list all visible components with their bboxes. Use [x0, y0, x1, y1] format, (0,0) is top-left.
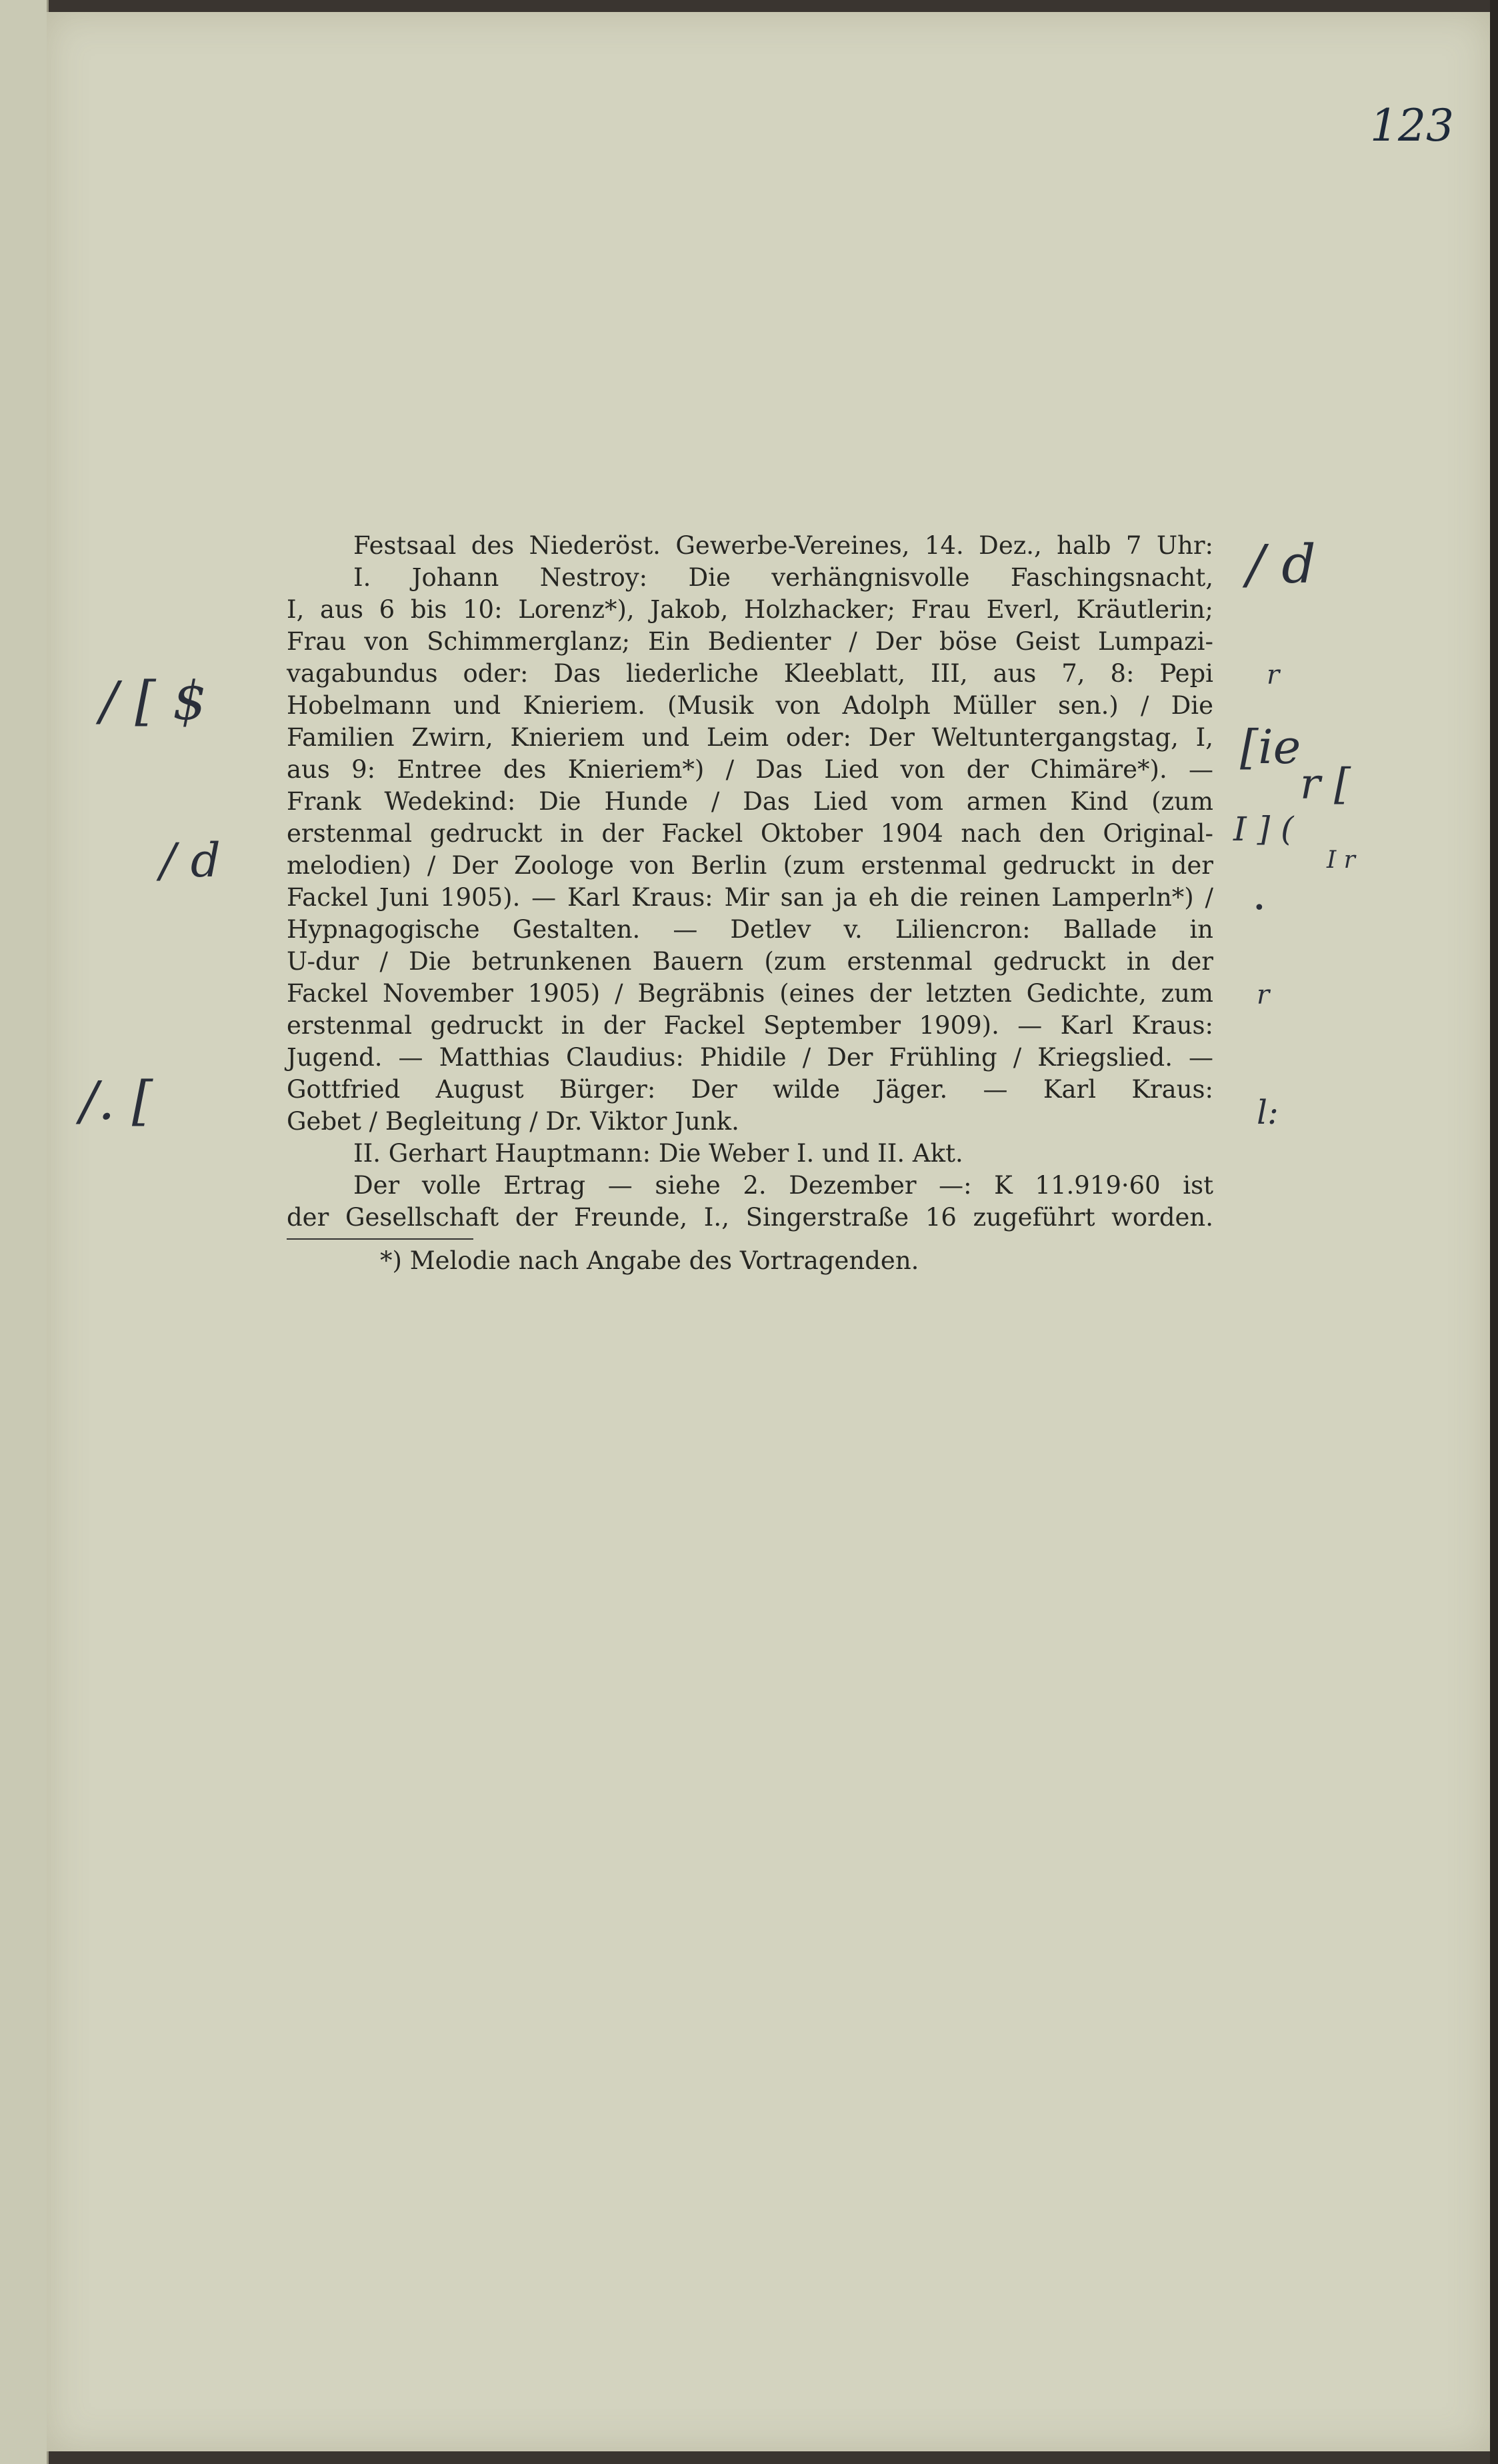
- margin-mark: [ie: [1240, 720, 1301, 774]
- margin-mark: I r: [1327, 846, 1355, 874]
- margin-mark: I ] (: [1233, 810, 1294, 848]
- page-edge: [1490, 0, 1498, 2464]
- text-line: Familien Zwirn, Knieriem und Leim oder: Der Weltuntergangstag, I,: [287, 723, 1213, 752]
- page-number: 123: [1370, 100, 1454, 151]
- text-line: Frau von Schimmerglanz; Ein Bedienter / Der böse Geist Lumpazi-: [287, 627, 1213, 656]
- text-line: Fackel Juni 1905). — Karl Kraus: Mir san ja eh die reinen Lamperln*) /: [287, 883, 1213, 912]
- text-line: I. Johann Nestroy: Die verhängnisvolle Faschingsnacht,: [353, 563, 1213, 592]
- text-line: Festsaal des Niederöst. Gewerbe-Vereines, 14. Dez., halb 7 Uhr:: [353, 531, 1213, 560]
- margin-mark: / d: [160, 833, 221, 888]
- margin-mark: / [ $: [100, 670, 207, 732]
- text-line: I, aus 6 bis 10: Lorenz*), Jakob, Holzhacker; Frau Everl, Kräutlerin;: [287, 595, 1213, 624]
- margin-mark: r [: [1300, 760, 1351, 809]
- footnote: *) Melodie nach Angabe des Vortragenden.: [380, 1246, 919, 1275]
- text-line: Jugend. — Matthias Claudius: Phidile / Der Frühling / Kriegslied. —: [287, 1043, 1213, 1072]
- margin-mark: •: [1253, 896, 1265, 920]
- margin-mark: r: [1257, 980, 1270, 1010]
- document-body: [287, 530, 1213, 1234]
- margin-mark: r: [1267, 660, 1280, 690]
- text-line: melodien) / Der Zoologe von Berlin (zum erstenmal gedruckt in der: [287, 851, 1213, 880]
- text-line: aus 9: Entree des Knieriem*) / Das Lied von der Chimäre*). —: [287, 755, 1213, 784]
- footnote-rule: [287, 1238, 473, 1240]
- text-line: Gottfried August Bürger: Der wilde Jäger. — Karl Kraus:: [287, 1075, 1213, 1104]
- text-line: Frank Wedekind: Die Hunde / Das Lied vom armen Kind (zum: [287, 787, 1213, 816]
- text-line: Fackel November 1905) / Begräbnis (eines der letzten Gedichte, zum: [287, 979, 1213, 1008]
- text-line: Gebet / Begleitung / Dr. Viktor Junk.: [287, 1107, 739, 1136]
- text-line: U-dur / Die betrunkenen Bauern (zum erstenmal gedruckt in der: [287, 947, 1213, 976]
- text-line: Hobelmann und Knieriem. (Musik von Adolph Müller sen.) / Die: [287, 691, 1213, 720]
- margin-mark: /. [: [80, 1070, 153, 1132]
- text-line: vagabundus oder: Das liederliche Kleeblatt, III, aus 7, 8: Pepi: [287, 659, 1213, 688]
- text-line: Der volle Ertrag — siehe 2. Dezember —: K 11.919·60 ist: [353, 1171, 1213, 1200]
- binding-edge: [0, 0, 49, 2464]
- margin-mark: / d: [1247, 533, 1316, 595]
- text-line: II. Gerhart Hauptmann: Die Weber I. und II. Akt.: [353, 1139, 963, 1168]
- text-line: erstenmal gedruckt in der Fackel September 1909). — Karl Kraus:: [287, 1011, 1213, 1040]
- margin-mark: l:: [1257, 1093, 1279, 1132]
- text-line: erstenmal gedruckt in der Fackel Oktober 1904 nach den Original-: [287, 819, 1213, 848]
- text-line: Hypnagogische Gestalten. — Detlev v. Liliencron: Ballade in: [287, 915, 1213, 944]
- text-line: der Gesellschaft der Freunde, I., Singerstraße 16 zugeführt worden.: [287, 1203, 1213, 1232]
